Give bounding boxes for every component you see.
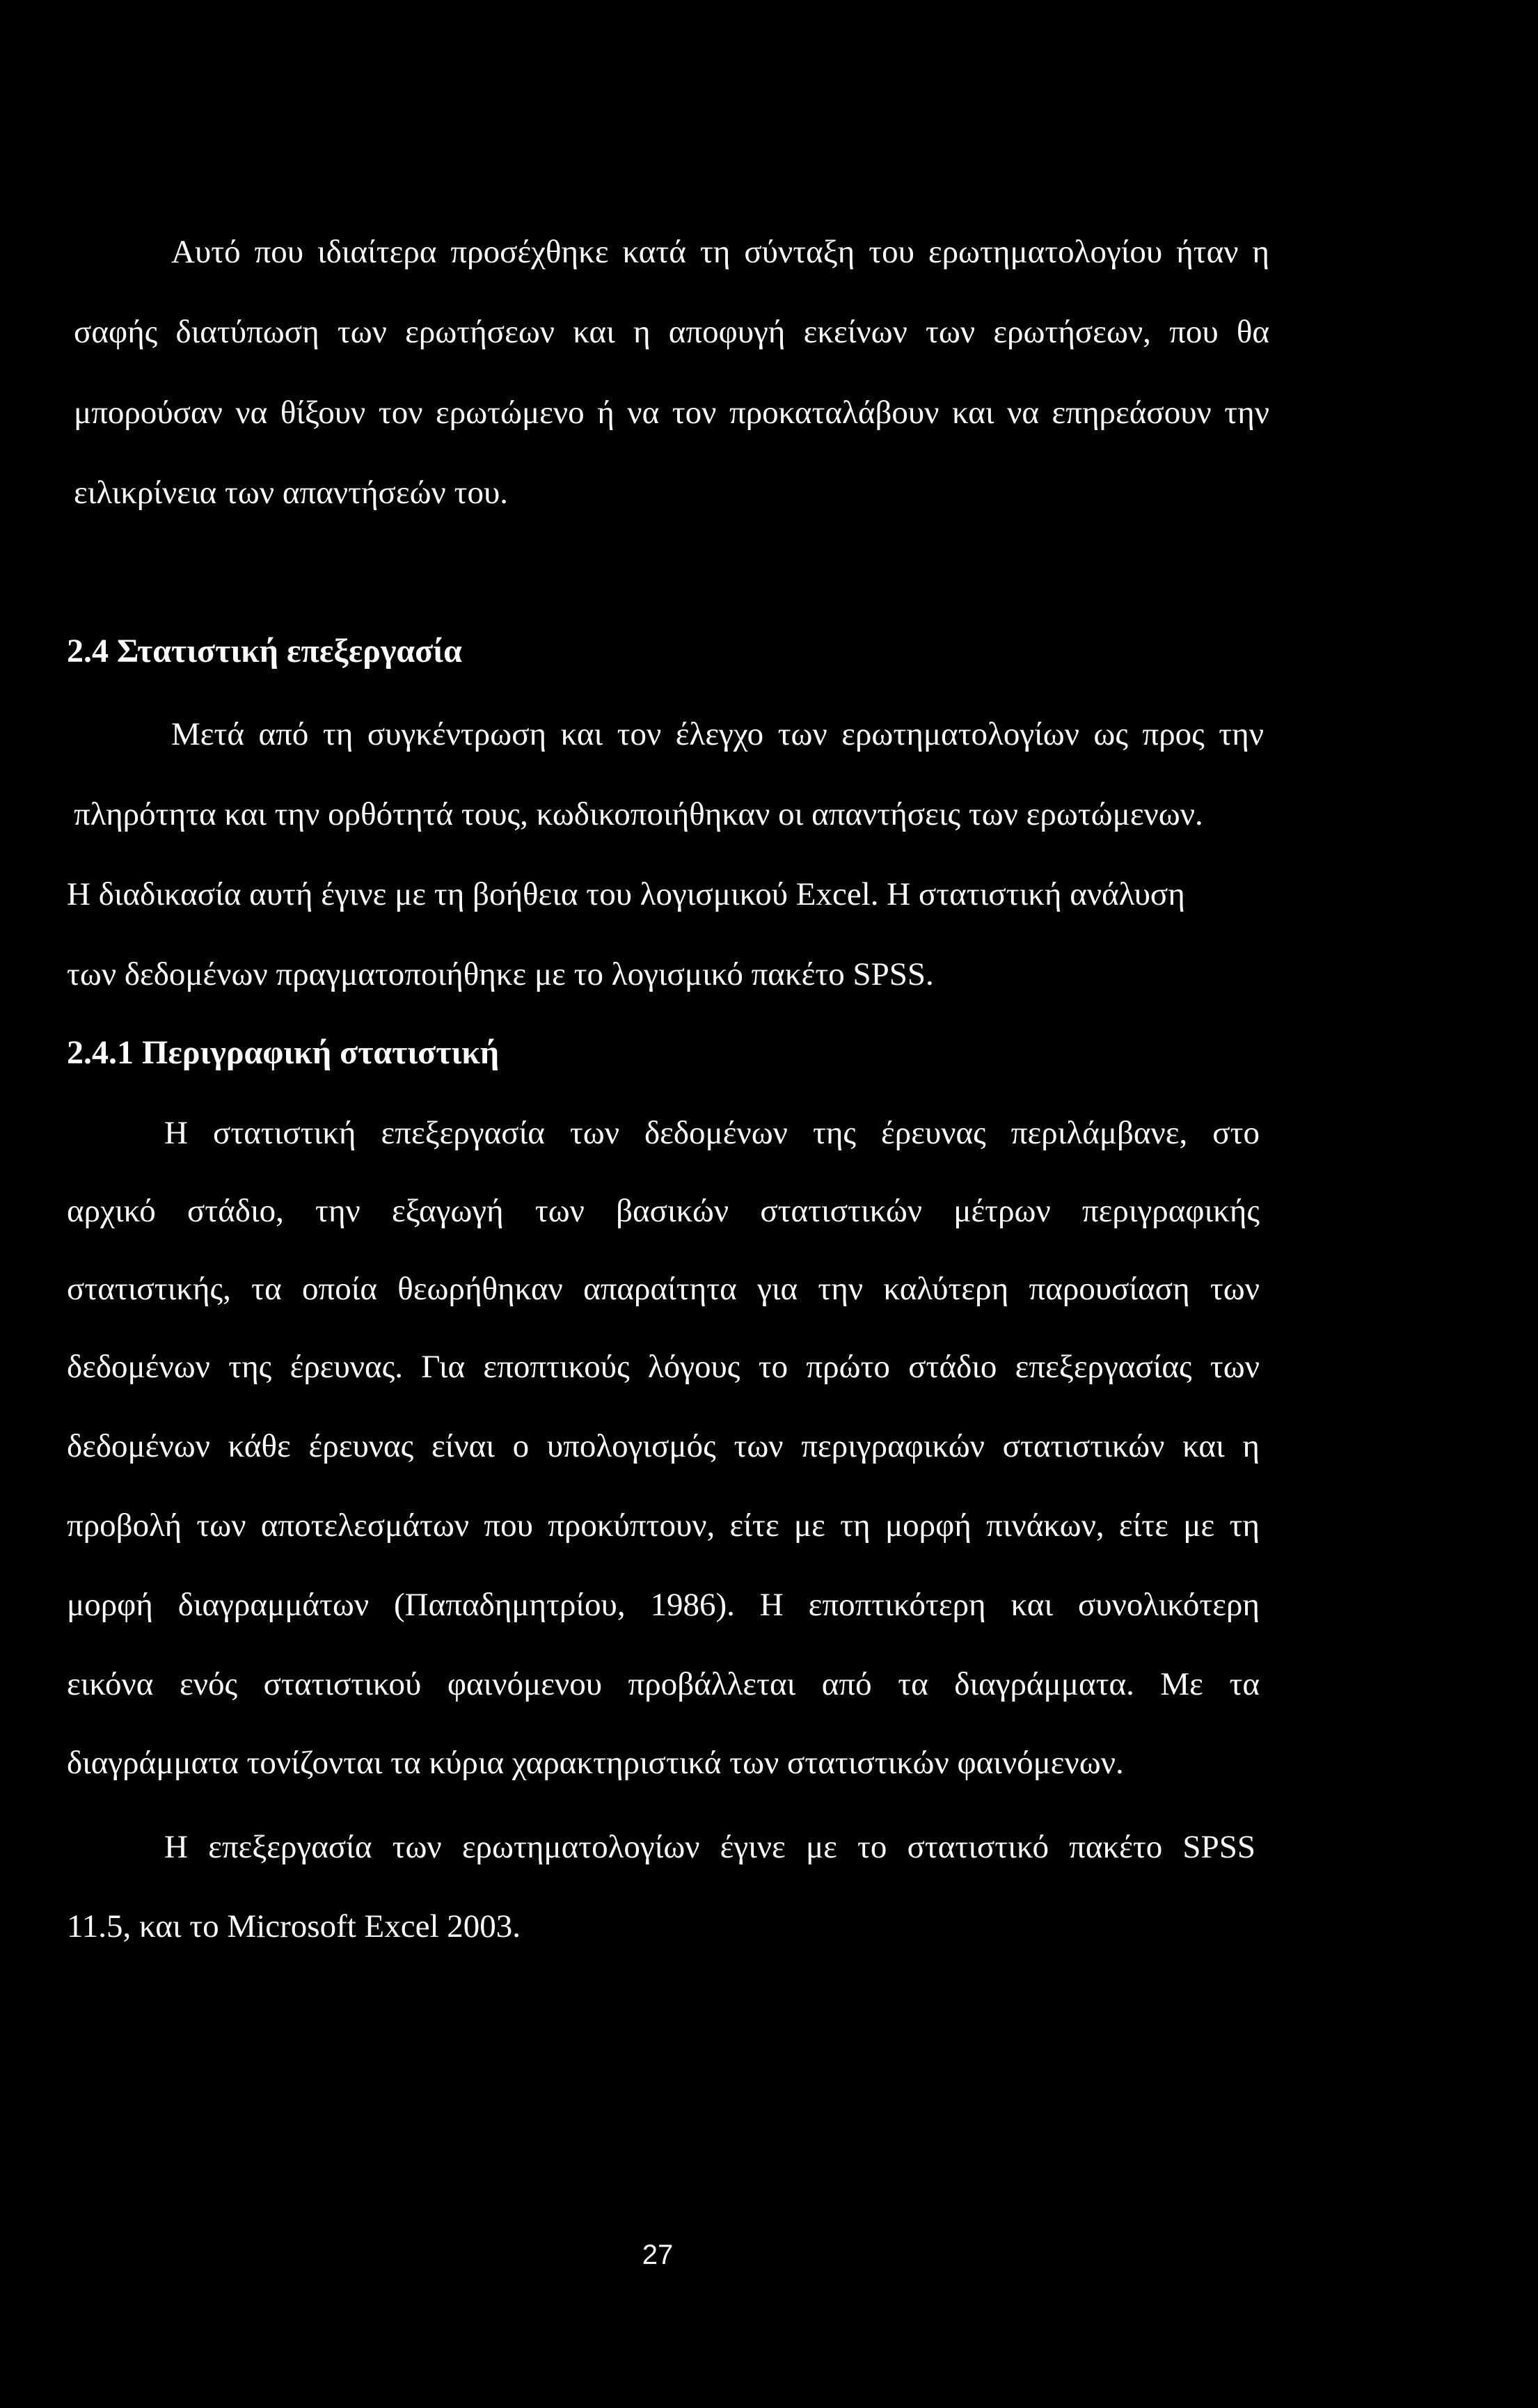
section-2-4-1-line-1: Η στατιστική επεξεργασία των δεδομένων της έρευνας περιλάμβανε, στο: [164, 1115, 1260, 1151]
section-2-4-line-2: πληρότητα και την ορθότητά τους, κωδικοποιήθηκαν οι απαντήσεις των ερωτώμενων.: [74, 796, 1203, 832]
page-number: 27: [642, 2240, 674, 2270]
section-heading-2-4: 2.4 Στατιστική επεξεργασία: [67, 633, 462, 670]
section-2-4-1-line-6: προβολή των αποτελεσμάτων που προκύπτουν, είτε με τη μορφή πινάκων, είτε με τη: [67, 1507, 1260, 1544]
section-heading-2-4-1: 2.4.1 Περιγραφική στατιστική: [67, 1034, 500, 1071]
section-2-4-1-line-9: διαγράμματα τονίζονται τα κύρια χαρακτηριστικά των στατιστικών φαινόμενων.: [67, 1745, 1124, 1781]
section-2-4-1-line-2: αρχικό στάδιο, την εξαγωγή των βασικών στατιστικών μέτρων περιγραφικής: [67, 1193, 1260, 1229]
section-2-4-1-line-5: δεδομένων κάθε έρευνας είναι ο υπολογισμός των περιγραφικών στατιστικών και η: [67, 1428, 1260, 1464]
section-2-4-1-line-11: 11.5, και το Microsoft Excel 2003.: [67, 1908, 521, 1944]
section-2-4-line-3: Η διαδικασία αυτή έγινε με τη βοήθεια του λογισμικού Excel. Η στατιστική ανάλυση: [67, 876, 1185, 912]
section-2-4-1-line-7: μορφή διαγραμμάτων (Παπαδημητρίου, 1986). Η εποπτικότερη και συνολικότερη: [67, 1587, 1260, 1623]
intro-line-1: Αυτό που ιδιαίτερα προσέχθηκε κατά τη σύνταξη του ερωτηματολογίου ήταν η: [171, 234, 1269, 270]
section-2-4-1-line-8: εικόνα ενός στατιστικού φαινόμενου προβάλλεται από τα διαγράμματα. Με τα: [67, 1666, 1260, 1702]
section-2-4-1-line-10: Η επεξεργασία των ερωτηματολογίων έγινε με το στατιστικό πακέτο SPSS: [164, 1829, 1255, 1865]
intro-line-2: σαφής διατύπωση των ερωτήσεων και η αποφυγή εκείνων των ερωτήσεων, που θα: [74, 314, 1269, 350]
section-2-4-1-line-4: δεδομένων της έρευνας. Για εποπτικούς λόγους το πρώτο στάδιο επεξεργασίας των: [67, 1349, 1260, 1385]
section-2-4-1-line-3: στατιστικής, τα οποία θεωρήθηκαν απαραίτητα για την καλύτερη παρουσίαση των: [67, 1271, 1260, 1307]
section-2-4-line-1: Μετά από τη συγκέντρωση και τον έλεγχο των ερωτηματολογίων ως προς την: [171, 716, 1264, 752]
section-2-4-line-4: των δεδομένων πραγματοποιήθηκε με το λογισμικό πακέτο SPSS.: [67, 956, 934, 992]
intro-line-4: ειλικρίνεια των απαντήσεών του.: [74, 475, 508, 511]
intro-line-3: μπορούσαν να θίξουν τον ερωτώμενο ή να τον προκαταλάβουν και να επηρεάσουν την: [74, 395, 1269, 431]
